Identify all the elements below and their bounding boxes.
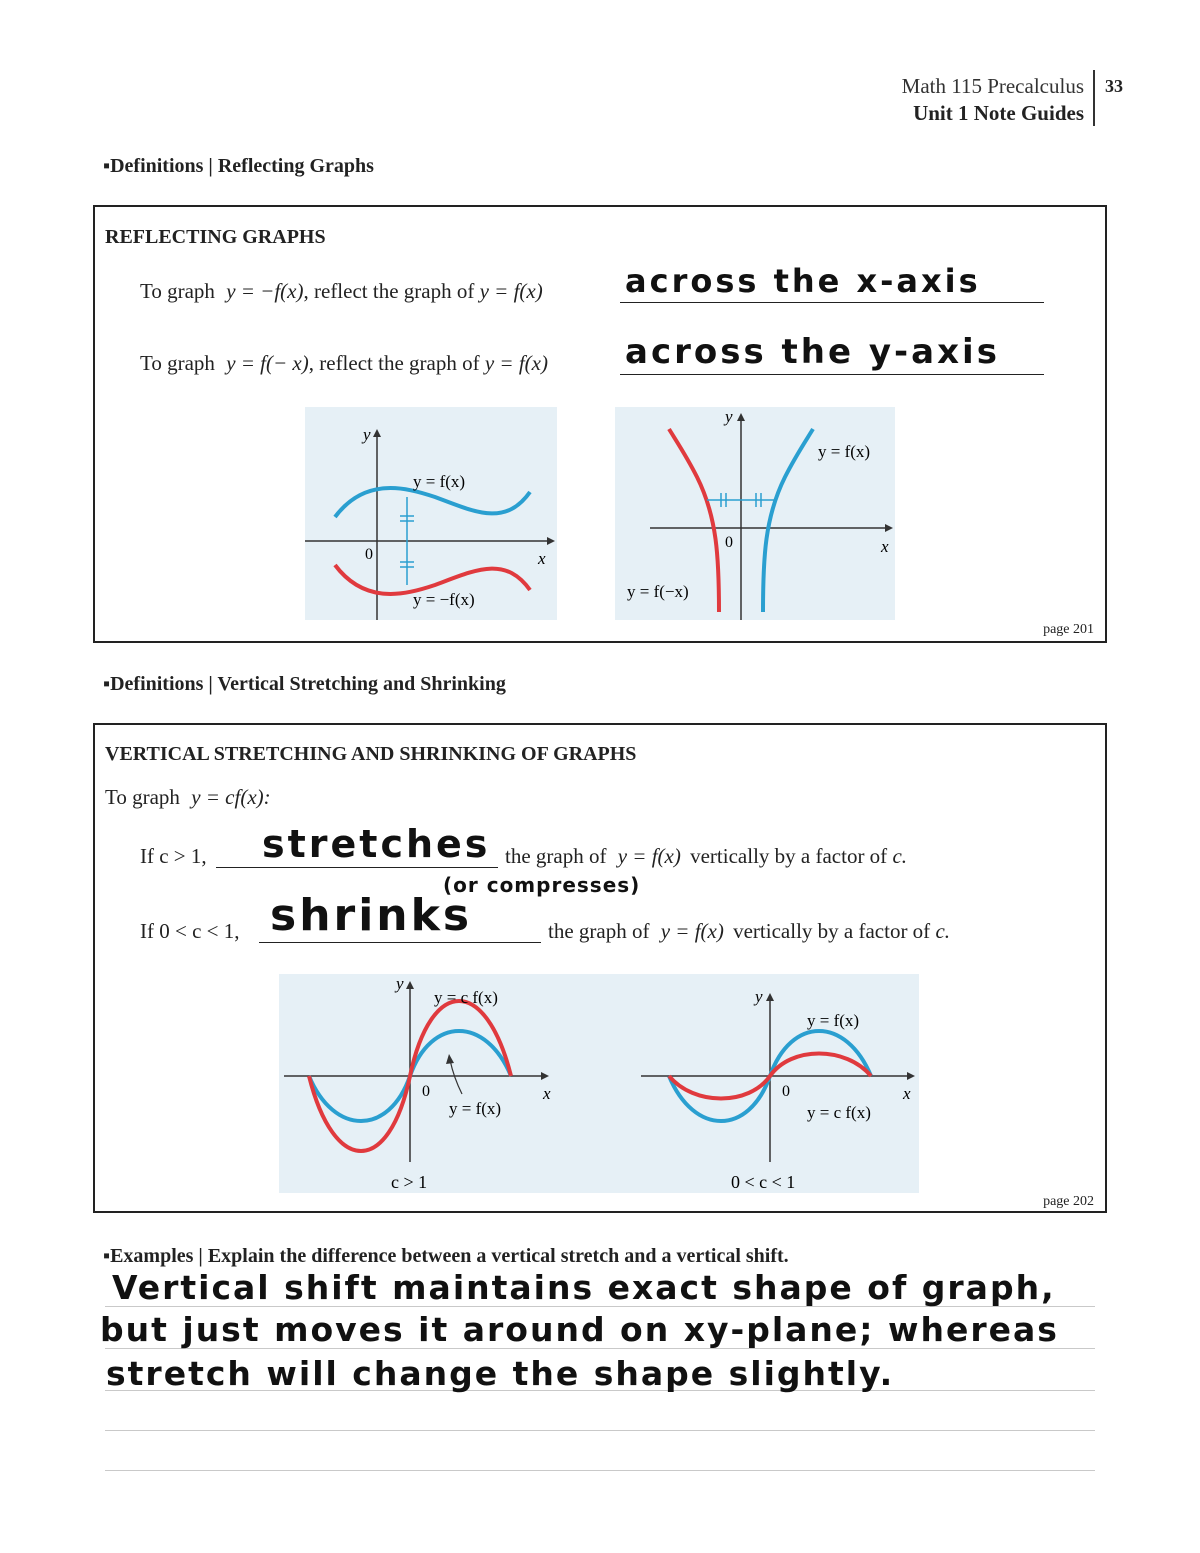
header-divider [1093,70,1095,126]
section1-heading: ▪Definitions | Reflecting Graphs [103,155,374,177]
y-axis-label: y [725,407,733,426]
caption-c-between: 0 < c < 1 [731,1172,796,1192]
page-ref-201: page 201 [1043,622,1094,637]
stretch-row1-suffix-b: vertically by a factor of [690,844,888,868]
stretch-row1-blank [216,867,498,868]
figure-reflect-y [615,407,895,620]
curve-f-label: y = f(x) [818,442,871,461]
stretch-row2-answer: shrinks [270,890,473,941]
curve-f-label: y = f(x) [807,1011,860,1030]
reflect-row2-answer: across the y-axis [625,332,1000,372]
reflect-row1-eq2: y = f(x) [479,279,543,303]
origin-label: 0 [422,1083,430,1100]
reflect-row1-mid: , reflect the graph of [303,279,475,303]
reflecting-box-title: REFLECTING GRAPHS [105,226,326,248]
reflect-row2-prefix: To graph [140,351,215,375]
header-guide: Unit 1 Note Guides [913,101,1084,125]
reflect-row1 [140,279,543,304]
stretch-intro-prefix: To graph [105,785,180,809]
section2-heading: ▪Definitions | Vertical Stretching and Shrinking [103,673,506,695]
stretch-row2-suffix [548,919,950,944]
stretch-row1-eq: y = f(x) [617,844,681,868]
reflect-row1-answer: across the x-axis [625,262,981,300]
answer-rule [105,1430,1095,1431]
x-axis-label: x [903,1084,911,1103]
curve-f-neg-x-label: y = f(−x) [627,582,689,601]
stretch-row2-suffix-b: vertically by a factor of [733,919,931,943]
stretch-row1-answer: stretches [262,822,491,866]
page-number: 33 [1105,76,1123,96]
stretch-row1-suffix-a: the graph of [505,844,607,868]
origin-label: 0 [782,1083,790,1100]
answer-line-2: but just moves it around on xy-plane; whereas [100,1310,1059,1349]
stretch-row1-c: c. [892,844,908,868]
reflect-row2-mid: , reflect the graph of [308,351,480,375]
curve-f-label: y = f(x) [449,1099,502,1118]
origin-label: 0 [725,534,733,551]
stretch-intro [105,785,271,810]
reflect-row1-blank [620,302,1044,303]
caption-c-gt-1: c > 1 [391,1172,428,1192]
y-axis-label: y [755,987,763,1006]
y-axis-label: y [363,425,371,444]
reflect-row1-eq: y = −f(x) [226,279,304,303]
reflect-row2-eq2: y = f(x) [484,351,548,375]
reflect-row2 [140,351,548,376]
figure-reflect-x [305,407,557,620]
header-course: Math 115 Precalculus [901,74,1084,98]
curve-f-label: y = f(x) [413,472,466,491]
curve-cf-label: y = c f(x) [807,1103,871,1122]
curve-cf-label: y = c f(x) [434,988,498,1007]
stretch-row1-suffix [505,844,907,869]
x-axis-label: x [543,1084,551,1103]
answer-rule [105,1470,1095,1471]
answer-line-1: Vertical shift maintains exact shape of graph, [112,1268,1056,1307]
stretch-intro-eq: y = cf(x): [191,785,271,809]
x-axis-label: x [881,537,889,556]
stretch-row1-prefix: If c > 1, [140,844,207,868]
stretch-row2-c: c. [935,919,951,943]
section3-heading: ▪Examples | Explain the difference between a vertical stretch and a vertical shift. [103,1245,789,1267]
answer-line-3: stretch will change the shape slightly. [106,1354,895,1393]
stretch-row2-suffix-a: the graph of [548,919,650,943]
stretch-box-title: VERTICAL STRETCHING AND SHRINKING OF GRAPHS [105,743,637,765]
figure-bg [279,974,919,1193]
reflect-row1-prefix: To graph [140,279,215,303]
stretch-row2-eq: y = f(x) [660,919,724,943]
origin-label: 0 [365,546,373,563]
stretch-row2-note: (or compresses) [443,873,641,897]
x-axis-label: x [538,549,546,568]
y-axis-label: y [396,974,404,993]
stretch-row2-prefix: If 0 < c < 1, [140,919,240,943]
figure-stretch [279,974,919,1193]
curve-neg-f-label: y = −f(x) [413,590,475,609]
page-ref-202: page 202 [1043,1194,1094,1209]
reflect-row2-eq: y = f(− x) [226,351,309,375]
stretch-row2-blank [259,942,541,943]
reflect-row2-blank [620,374,1044,375]
